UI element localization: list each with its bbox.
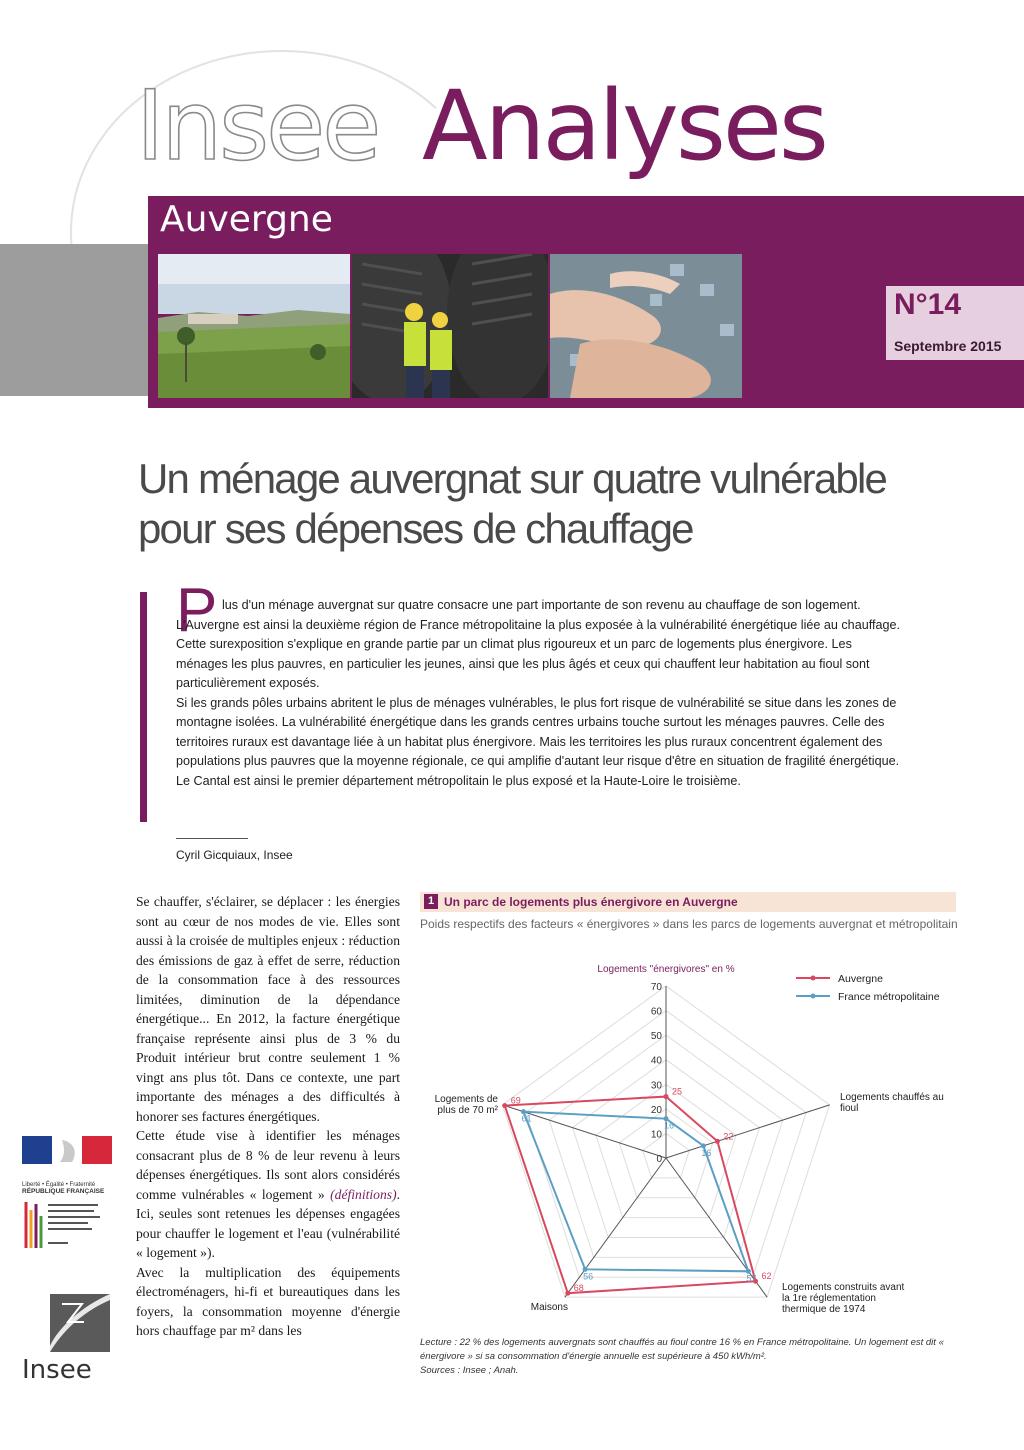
figure-notes <box>420 1336 968 1378</box>
category-label-line: Logements chauffés au <box>840 1092 944 1103</box>
marianne-logo <box>22 1136 112 1195</box>
category-label <box>435 1094 499 1116</box>
tick-label: 60 <box>650 1006 662 1018</box>
body-paragraph-1: Se chauffer, s'éclairer, se déplacer : les énergies sont au cœur de nos modes de vie. Elles sont aussi à la croisée de multiples enjeux : réduction des émissions de gaz à effet de serre, réduction de la consommation face à des ressources limitées, diminution de la dépendance énergétique... En 2012, la facture énergétique française représente ainsi plus de 3 % du Produit intérieur brut contre seulement 1 % vingt ans plus tôt. Dans ce contexte, une part importante des ménages a des difficultés à honorer ses factures énergétiques. <box>136 894 400 1124</box>
category-label <box>782 1282 905 1315</box>
republic-label: RÉPUBLIQUE FRANÇAISE <box>22 1188 105 1195</box>
abstract-paragraph-3: Le Cantal est ainsi le premier département métropolitain le plus exposé et la Haute-Loire le troisième. <box>176 773 741 788</box>
data-label: 22 <box>723 1131 734 1142</box>
body-paragraph-3: Avec la multiplication des équipements électroménagers, hi-fi et bureautiques dans les foyers, la consommation moyenne d'énergie hors chauffage par m² dans les <box>136 1264 400 1338</box>
legend-marker <box>811 976 816 981</box>
marianne-motto: Liberté • Égalité • Fraternité <box>22 1182 96 1188</box>
note-sources: Sources : Insee ; Anah. <box>420 1365 519 1376</box>
data-label: 68 <box>573 1283 584 1294</box>
region-name: Auvergne <box>160 199 333 240</box>
abstract-bar <box>140 592 147 822</box>
partner-logo <box>22 1196 112 1252</box>
issue-number: N°14 <box>894 288 962 321</box>
series-point <box>502 1103 507 1108</box>
axis-spoke <box>565 1158 666 1297</box>
tick-label: 0 <box>656 1154 662 1165</box>
tires-workers-photo <box>352 254 548 398</box>
series-line <box>505 1097 756 1294</box>
category-label <box>840 1092 944 1114</box>
brand-insee: Insee <box>136 70 379 182</box>
issue-date: Septembre 2015 <box>894 338 1002 354</box>
category-label-line: thermique de 1974 <box>782 1304 866 1315</box>
category-label-line: Logements construits avant <box>782 1282 905 1293</box>
axis-spoke <box>666 1105 830 1158</box>
series-point <box>715 1139 720 1144</box>
hands-puzzle-photo <box>550 254 742 398</box>
category-label-line: Maisons <box>530 1302 568 1313</box>
tick-label: 50 <box>650 1031 662 1043</box>
category-label-line: plus de 70 m² <box>437 1105 498 1116</box>
data-label: 16 <box>664 1120 675 1131</box>
data-label: 16 <box>701 1147 712 1158</box>
data-label: 25 <box>672 1086 683 1097</box>
landscape-photo <box>158 254 350 398</box>
page-title: Un ménage auvergnat sur quatre vulnérable pour ses dépenses de chauffage <box>138 455 887 552</box>
series-line <box>523 1112 748 1272</box>
author: Cyril Gicquiaux, Insee <box>176 848 293 862</box>
body-column <box>136 892 400 1341</box>
category-label-line: fioul <box>840 1103 859 1114</box>
series-point <box>664 1094 669 1099</box>
series-point <box>565 1291 570 1296</box>
figure-number: 1 <box>424 894 438 909</box>
axis-title: Logements "énergivores" en % <box>597 964 735 975</box>
tick-label: 20 <box>650 1104 662 1116</box>
insee-logo <box>22 1292 112 1392</box>
body-paragraph-2-end: . Ici, seules sont retenues les dépenses engagées pour chauffer le logement et l'eau (vulnérabilité « logement »). <box>136 1186 400 1260</box>
body-paragraph-2 <box>136 1126 400 1263</box>
data-label: 69 <box>510 1095 521 1106</box>
radar-chart <box>410 960 970 1332</box>
data-label: 56 <box>583 1271 594 1282</box>
abstract-paragraph-2: Si les grands pôles urbains abritent le plus de ménages vulnérables, le plus fort risque de vulnérabilité se situe dans les zones de montagne isolées. La vulnérabilité énergétique dans les grands centres urbains touche surtout les ménages pauvres. Celle des territoires ruraux est davantage liée à un habitat plus énergivore. Mais les territoires les plus ruraux concentrent également des populations plus pauvres que la moyenne régionale, ce qui amplifie d'autant leur risque d'être en situation de fragilité énergétique. <box>176 695 900 768</box>
figure-subtitle: Poids respectifs des facteurs « énergivores » dans les parcs de logements auvergnat et métropolitain <box>420 917 958 931</box>
category-label-line: la 1re réglementation <box>782 1293 876 1304</box>
insee-wordmark: Insee <box>22 1355 92 1385</box>
category-label <box>531 1302 568 1313</box>
legend-marker <box>811 994 816 999</box>
note-lecture: Lecture : 22 % des logements auvergnats sont chauffés au fioul contre 16 % en France métropolitaine. Un logement est dit « énergivore » si sa consommation d'énergie annuelle est supérieure à 450 kWh/m². <box>420 1337 944 1362</box>
dropcap: P <box>176 576 218 645</box>
legend-label: Auvergne <box>838 973 883 985</box>
data-label: 62 <box>761 1271 772 1282</box>
abstract-paragraph-1: lus d'un ménage auvergnat sur quatre consacre une part importante de son revenu au chauffage de son logement. L'Auvergne est ainsi la deuxième région de France métropolitaine la plus exposée à la vulnérabilité énergétique liée au chauffage. Cette surexposition s'explique en grande partie par un climat plus rigoureux et un parc de logements plus énergivore. Les ménages les plus pauvres, en particulier les jeunes, ainsi que les plus âgés et ceux qui chauffent leur habitation au fioul sont particulièrement exposés. <box>176 598 900 690</box>
definitions-link[interactable]: (définitions) <box>330 1186 397 1202</box>
abstract <box>176 596 902 791</box>
tick-label: 10 <box>650 1129 662 1141</box>
figure-title: Un parc de logements plus énergivore en Auvergne <box>444 895 738 909</box>
tick-label: 70 <box>650 982 662 993</box>
brand-analyses: Analyses <box>422 70 826 182</box>
legend-label: France métropolitaine <box>838 991 940 1003</box>
data-label: 61 <box>521 1113 532 1124</box>
author-rule <box>176 838 248 839</box>
tick-label: 30 <box>650 1080 662 1092</box>
category-label-line: Logements de <box>434 1094 498 1105</box>
tick-label: 40 <box>650 1055 662 1067</box>
data-label: 57 <box>746 1273 757 1284</box>
body-paragraph-2-start: Cette étude vise à identifier les ménages consacrant plus de 8 % de leur revenu à leurs dépenses énergétiques. Ils sont alors considérés comme vulnérables « logement » <box>136 1128 400 1202</box>
